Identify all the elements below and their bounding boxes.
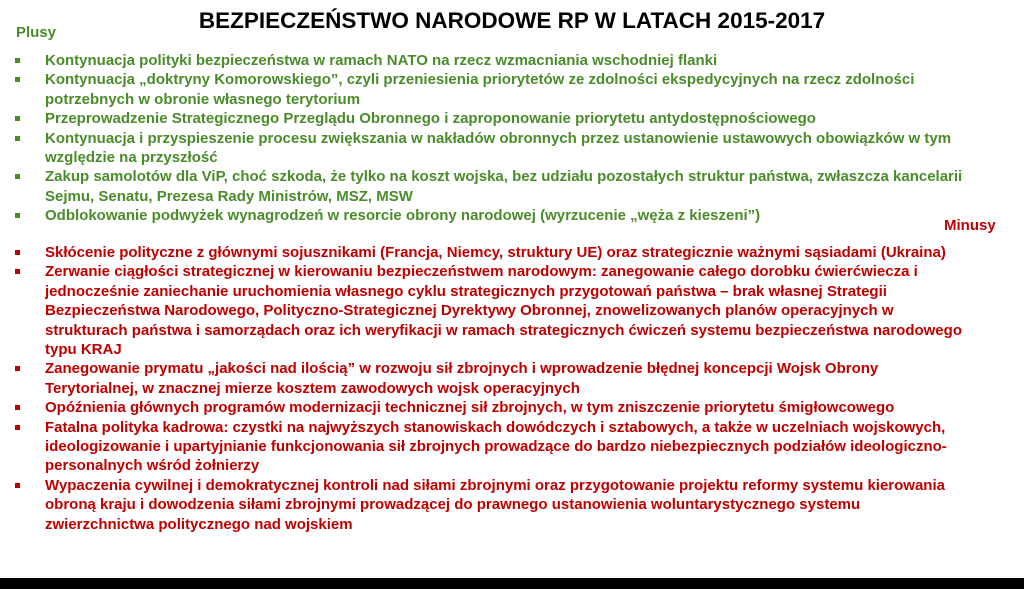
square-bullet-icon [15,483,20,488]
minus-list-item [0,418,965,476]
plus-item-text: Kontynuacja polityki bezpieczeństwa w ramach NATO na rzecz wzmacniania wschodniej flanki [45,52,718,69]
minus-list-item [0,262,965,359]
plus-list-item [0,70,965,109]
square-bullet-icon [15,213,20,218]
minus-list-item [0,476,965,534]
plus-item-text: Przeprowadzenie Strategicznego Przeglądu Obronnego i zaproponowanie priorytetu antydostępnościowego [45,110,816,128]
plus-list-item [0,167,965,206]
square-bullet-icon [15,366,20,371]
plus-item-text: Kontynuacja „doktryny Komorowskiego”, czyli przeniesienia priorytetów ze zdolności ekspedycyjnych na rzecz zdolności potrzebnych w obronie własnego terytorium [45,71,915,108]
minus-list [0,243,965,534]
minus-item-text: Wypaczenia cywilnej i demokratycznej kontroli nad siłami zbrojnymi oraz przygotowanie projektu reformy systemu kierowania obroną kraju i dowodzenia siłami zbrojnymi prowadzącej do prawnego ustanowienia woluntarystycznego systemu zwierzchnictwa politycznego nad wojskiem [45,476,945,533]
bottom-bar [0,578,1024,589]
square-bullet-icon [15,136,20,141]
square-bullet-icon [15,269,20,274]
slide-title: BEZPIECZEŃSTWO NARODOWE RP W LATACH 2015-2017 [198,8,826,33]
plus-list-item [0,51,965,70]
minus-section-label: Minusy [944,217,996,234]
minus-item-text: Zerwanie ciągłości strategicznej w kierowaniu bezpieczeństwem narodowym: zanegowanie całego dorobku ćwierćwiecza i jednocześnie zaniechanie uruchomienia własnego cyklu strategicznych przygotowań państwa – brak własnej Strategii Bezpieczeństwa Narodowego, Polityczno-Strategicznej Dyrektywy Obronnej, znowelizowanych planów operacyjnych w strukturach państwa i samorządach oraz ich weryfikacji w ramach strategicznych ćwiczeń systemu bezpieczeństwa narodowego typu KRAJ [45,263,962,359]
square-bullet-icon [15,250,20,255]
plus-list [0,51,965,226]
plus-list-item [0,206,965,225]
plus-list-item [0,129,965,168]
minus-item-text: Zanegowanie prymatu „jakości nad ilością” w rozwoju sił zbrojnych i wprowadzenie błędnej koncepcji Wojsk Obrony Terytorialnej, w znacznej mierze kosztem zawodowych wojsk operacyjnych [45,360,879,397]
plus-list-item [0,109,965,128]
plus-section-label: Plusy [16,24,57,41]
minus-item-text: Fatalna polityka kadrowa: czystki na najwyższych stanowiskach dowódczych i sztabowych, a także w uczelniach wojskowych, ideologizowanie i upartyjnianie funkcjonowania sił zbrojnych prowadzące do bardzo niebezpiecznych podziałów ideologiczno-personalnych wśród żołnierzy [45,418,947,475]
plus-item-text: Odblokowanie podwyżek wynagrodzeń w resorcie obrony narodowej (wyrzucenie „węża z kieszeni”) [45,207,761,225]
minus-list-item [0,359,965,398]
square-bullet-icon [15,116,20,121]
square-bullet-icon [15,58,20,63]
minus-item-text: Skłócenie polityczne z głównymi sojusznikami (Francja, Niemcy, struktury UE) oraz strategicznie ważnymi sąsiadami (Ukraina) [45,244,946,261]
minus-list-item [0,398,965,417]
square-bullet-icon [15,405,20,410]
plus-item-text: Kontynuacja i przyspieszenie procesu zwiększania w nakładów obronnych przez ustanowienie ustawowych obowiązków w tym względzie na przyszłość [45,129,952,167]
square-bullet-icon [15,77,20,82]
minus-item-text: Opóźnienia głównych programów modernizacji technicznej sił zbrojnych, w tym zniszczenie priorytetu śmigłowcowego [45,399,895,417]
minus-list-item [0,243,965,262]
plus-item-text: Zakup samolotów dla ViP, choć szkoda, że tylko na koszt wojska, bez udziału pozostałych struktur państwa, zwłaszcza kancelarii Sejmu, Senatu, Prezesa Rady Ministrów, MSZ, MSW [45,168,963,205]
square-bullet-icon [15,174,20,179]
square-bullet-icon [15,425,20,430]
